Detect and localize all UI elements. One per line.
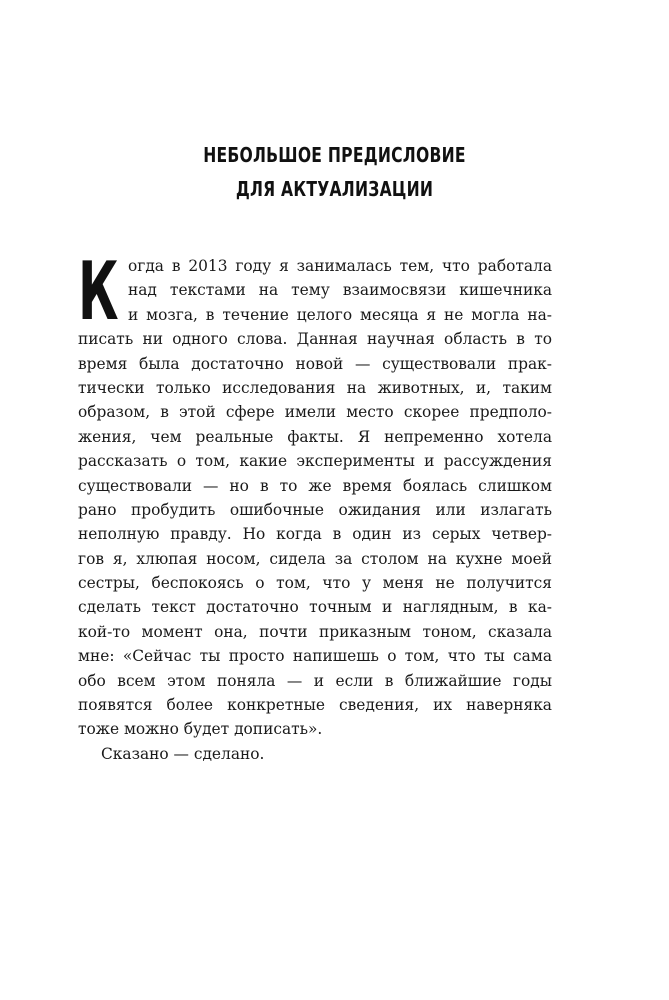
heading-line-1: НЕБОЛЬШОЕ ПРЕДИСЛОВИЕ <box>203 143 466 167</box>
body-line: огда в 2013 году я занималась тем, что работала <box>128 257 552 275</box>
body-line: время была достаточно новой — существовали прак- <box>78 354 552 373</box>
heading-line-2: ДЛЯ АКТУАЛИЗАЦИИ <box>235 177 434 201</box>
body-line: сестры, беспокоясь о том, что у меня не получится <box>78 574 552 593</box>
body-line: образом, в этой сфере имели место скорее предполо- <box>78 403 552 422</box>
body-line: над текстами на тему взаимосвязи кишечника <box>128 281 552 300</box>
body-line: писать ни одного слова. Данная научная область в то <box>78 330 552 349</box>
body-line: тоже можно будет дописать». <box>78 720 323 739</box>
body-line: обо всем этом поняла — и если в ближайшие годы <box>78 671 552 690</box>
body-line: сделать текст достаточно точным и наглядным, в ка- <box>78 598 552 617</box>
body-line: жения, чем реальные факты. Я непременно хотела <box>78 427 552 446</box>
body-line: и мозга, в течение целого месяца я не могла на- <box>128 305 552 324</box>
body-line: тически только исследования на животных, и, таким <box>78 378 552 397</box>
body-line: неполную правду. Но когда в один из серых четвер- <box>78 525 552 544</box>
body-line: рано пробудить ошибочные ожидания или излагать <box>78 500 552 519</box>
body-line: существовали — но в то же время боялась слишком <box>78 476 552 495</box>
body-paragraph <box>78 245 552 766</box>
page-heading <box>74 138 596 206</box>
body-line: кой-то момент она, почти приказным тоном, сказала <box>78 622 552 641</box>
closing-line: Сказано — сделано. <box>101 744 265 763</box>
drop-cap-letter: К <box>78 245 119 338</box>
body-line: рассказать о том, какие эксперименты и рассуждения <box>78 452 552 471</box>
body-line: гов я, хлюпая носом, сидела за столом на кухне моей <box>78 549 552 568</box>
body-line: появятся более конкретные сведения, их наверняка <box>78 696 552 715</box>
body-line: мне: «Сейчас ты просто напишешь о том, что ты сама <box>78 647 552 666</box>
